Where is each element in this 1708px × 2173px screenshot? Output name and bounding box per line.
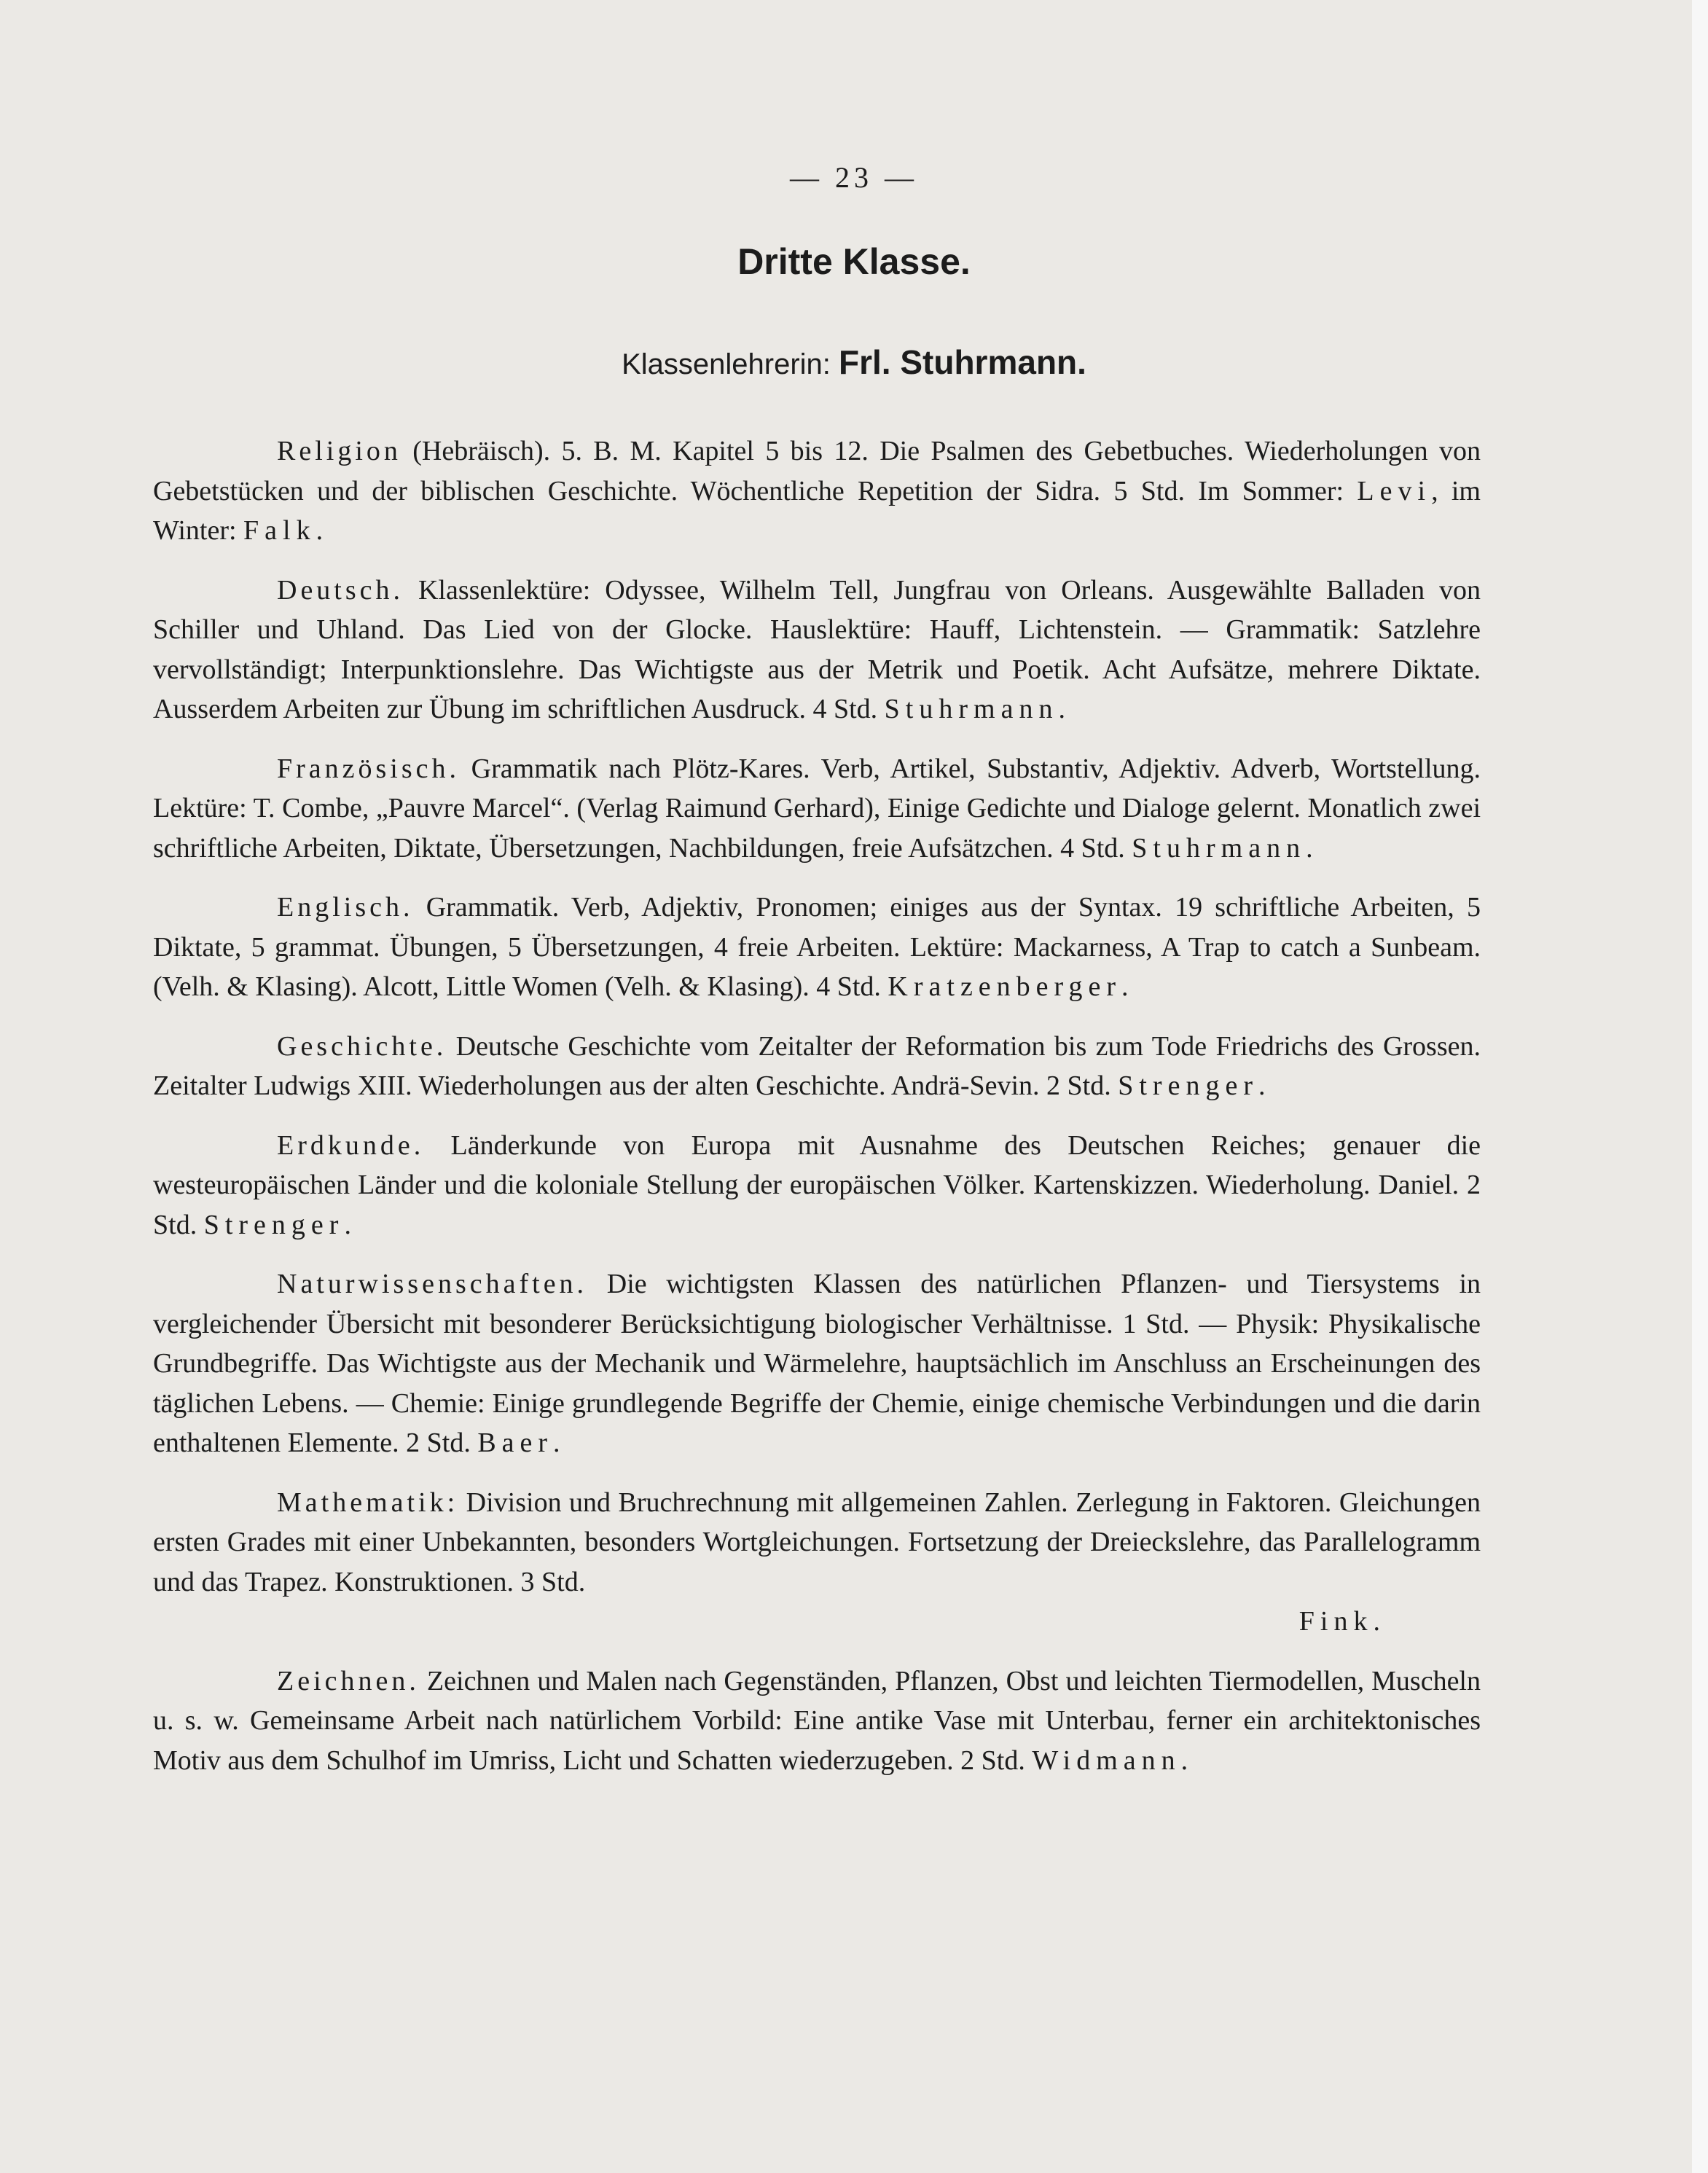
class-teacher-name: Frl. Stuhrmann. xyxy=(839,343,1086,381)
section-zeichnen xyxy=(153,1661,1481,1781)
subject-heading: Zeichnen. xyxy=(277,1665,420,1696)
section-text: . xyxy=(1121,971,1129,1002)
section-englisch xyxy=(153,888,1481,1007)
section-text: , im Winter: xyxy=(153,475,1481,546)
teacher-name: Falk xyxy=(243,515,316,546)
section-deutsch xyxy=(153,571,1481,729)
section-mathematik xyxy=(153,1483,1481,1602)
section-erdkunde xyxy=(153,1126,1481,1245)
subject-heading: Französisch. xyxy=(277,753,461,784)
section-franzoesisch xyxy=(153,749,1481,869)
teacher-name: Widmann xyxy=(1032,1745,1181,1776)
teacher-name: Strenger xyxy=(203,1209,345,1240)
section-text: Deutsche Geschichte vom Zeitalter der Reformation bis zum Tode Friedrichs des Grossen. Zeitalter Ludwigs XIII. Wiederholungen aus der alten Geschichte. Andrä-Sevin. 2 Std. xyxy=(153,1030,1481,1101)
teacher-name: Levi xyxy=(1357,475,1432,506)
document-body xyxy=(153,431,1481,1800)
subject-heading: Mathematik: xyxy=(277,1487,459,1518)
section-mathematik-signature xyxy=(153,1602,1481,1642)
teacher-name: Baer xyxy=(477,1428,554,1458)
page-title: Dritte Klasse. xyxy=(737,241,971,282)
section-text: . xyxy=(1258,1070,1266,1101)
section-text: . xyxy=(1180,1745,1188,1776)
subject-heading: Deutsch. xyxy=(277,574,404,606)
section-text: Klassenlektüre: Odyssee, Wilhelm Tell, Jungfrau von Orleans. Ausgewählte Balladen von Schiller und Uhland. Das Lied von der Glocke. Hauslektüre: Hauff, Lichtenstein. — Grammatik: Satzlehre vervollständigt; Interpunktionslehre. Das Wichtigste aus der Metrik und Poetik. Acht Aufsätze, mehrere Diktate. Ausserdem Arbeiten zur Übung im schriftlichen Ausdruck. 4 Std. xyxy=(153,574,1481,724)
section-text: Die wichtigsten Klassen des natürlichen Pflanzen- und Tiersystems in vergleichender Übersicht mit besonderer Berücksichtigung biologischer Verhältnisse. 1 Std. — Physik: Physikalische Grundbegriffe. Das Wichtigste aus der Mechanik und Wärmelehre, hauptsächlich im Anschluss an Erscheinungen des täglichen Lebens. — Chemie: Einige grundlegende Begriffe der Chemie, einige chemische Verbindungen und die darin enthaltenen Elemente. 2 Std. xyxy=(153,1269,1481,1458)
page-number: — 23 — xyxy=(790,161,918,194)
section-geschichte xyxy=(153,1027,1481,1106)
teacher-name: Stuhrmann xyxy=(884,694,1059,724)
section-text: . xyxy=(344,1209,351,1240)
section-text: . xyxy=(553,1428,560,1458)
section-text: Division und Bruchrechnung mit allgemeinen Zahlen. Zerlegung in Faktoren. Gleichungen ersten Grades mit einer Unbekannten, besonders Wortgleichungen. Fortsetzung der Dreieckslehre, das Parallelogramm und das Trapez. Konstruktionen. 3 Std. xyxy=(153,1487,1481,1597)
subject-heading: Naturwissenschaften. xyxy=(277,1269,588,1299)
class-teacher-line xyxy=(0,342,1708,382)
scan-edge xyxy=(1692,0,1708,2173)
subject-heading: Erdkunde. xyxy=(277,1129,425,1161)
class-teacher-label: Klassenlehrerin: xyxy=(622,348,831,380)
section-text: Länderkunde von Europa mit Ausnahme des Deutschen Reiches; genauer die westeuropäischen Länder und die koloniale Stellung der europäischen Völker. Kartenskizzen. Wiederholung. Daniel. 2 Std. xyxy=(153,1129,1481,1240)
subject-heading: Englisch. xyxy=(277,892,414,923)
section-text: . xyxy=(316,515,324,546)
teacher-name: Kratzenberger xyxy=(888,971,1122,1002)
section-text: . xyxy=(1306,832,1313,864)
teacher-name: Strenger xyxy=(1118,1070,1258,1101)
section-text: Grammatik nach Plötz-Kares. Verb, Artikel, Substantiv, Adjektiv. Adverb, Wortstellung. Lektüre: T. Combe, „Pauvre Marcel“. (Verlag Raimund Gerhard), Einige Gedichte und Dialoge gelernt. Monatlich zwei schriftliche Arbeiten, Diktate, Übersetzungen, Nachbildungen, freie Aufsätzchen. 4 Std. xyxy=(153,753,1481,864)
section-naturwissenschaften xyxy=(153,1264,1481,1463)
section-text: (Hebräisch). 5. B. M. Kapitel 5 bis 12. Die Psalmen des Gebetbuches. Wiederholungen von Gebetstücken und der biblischen Geschichte. Wöchentliche Repetition der Sidra. 5 Std. Im Sommer: xyxy=(153,436,1481,506)
section-text: Zeichnen und Malen nach Gegenständen, Pflanzen, Obst und leichten Tiermodellen, Muscheln u. s. w. Gemeinsame Arbeit nach natürlichem Vorbild: Eine antike Vase mit Unterbau, ferner ein architektonisches Motiv aus dem Schulhof im Umriss, Licht und Schatten wiederzugeben. 2 Std. xyxy=(153,1665,1481,1776)
teacher-name: Stuhrmann xyxy=(1132,832,1307,864)
section-text: Grammatik. Verb, Adjektiv, Pronomen; einiges aus der Syntax. 19 schriftliche Arbeiten, 5 Diktate, 5 grammat. Übungen, 5 Übersetzungen, 4 freie Arbeiten. Lektüre: Mackarness, A Trap to catch a Sunbeam. (Velh. & Klasing). Alcott, Little Women (Velh. & Klasing). 4 Std. xyxy=(153,892,1481,1002)
subject-heading: Religion xyxy=(277,436,401,466)
subject-heading: Geschichte. xyxy=(277,1030,447,1062)
section-text: . xyxy=(1058,694,1065,724)
section-religion xyxy=(153,431,1481,551)
teacher-name: Fink. xyxy=(1298,1606,1386,1637)
